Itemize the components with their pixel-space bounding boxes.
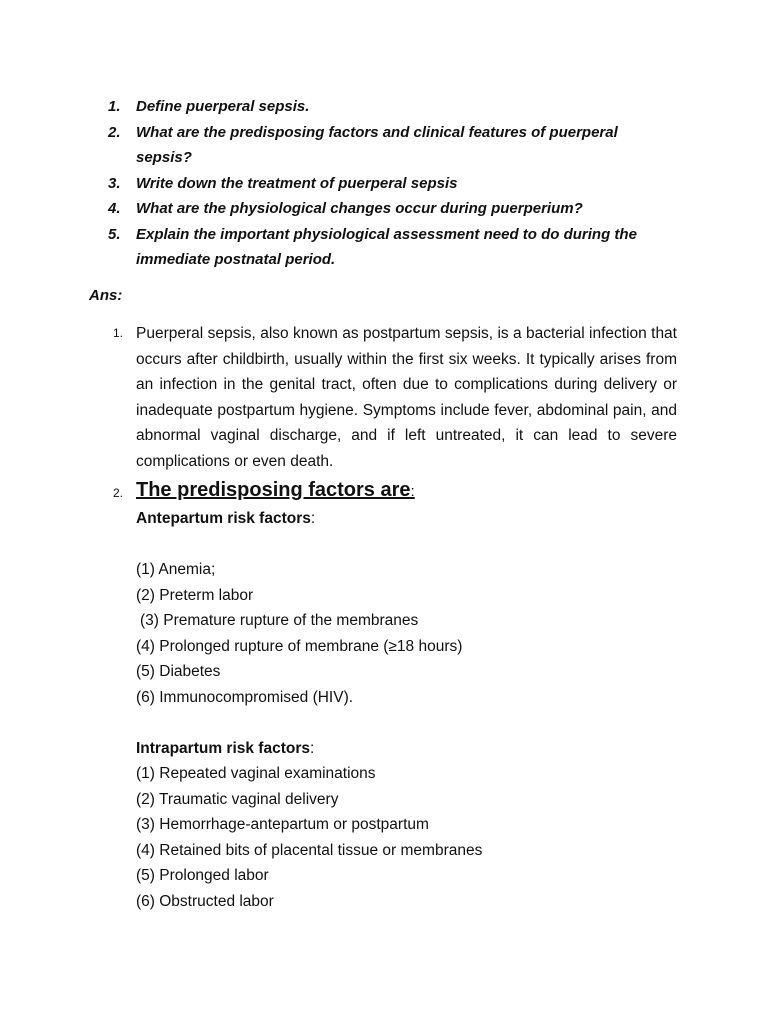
question-number: 2. xyxy=(108,123,121,141)
antepartum-item: (2) Preterm labor xyxy=(136,586,254,604)
antepartum-item: (1) Anemia; xyxy=(136,561,216,578)
intrapartum-title: Intrapartum risk factors xyxy=(136,739,310,757)
question-number: 4. xyxy=(108,200,121,217)
question-text: Explain the important physiological assessment need to do during the immediate postnatal period. xyxy=(136,225,637,268)
question-number: 5. xyxy=(108,225,121,243)
question-number: 3. xyxy=(108,174,121,192)
answer-2 xyxy=(113,476,677,914)
intrapartum-item: (3) Hemorrhage-antepartum or postpartum xyxy=(136,816,429,833)
question-number: 1. xyxy=(108,98,121,115)
question-item xyxy=(108,171,668,197)
answer-number: 2. xyxy=(113,486,124,500)
question-item xyxy=(108,196,668,222)
question-list xyxy=(108,94,668,273)
intrapartum-item: (6) Obstructed labor xyxy=(136,892,274,910)
intrapartum-item: (5) Prolonged labor xyxy=(136,867,269,884)
blank-line xyxy=(136,532,677,558)
intrapartum-subheading xyxy=(136,736,677,762)
antepartum-item: (4) Prolonged rupture of membrane (≥18 hours) xyxy=(136,637,463,655)
question-text: Write down the treatment of puerperal sepsis xyxy=(136,174,458,192)
answer-1 xyxy=(113,321,677,474)
heading-colon: : xyxy=(410,483,415,500)
antepartum-title: Antepartum risk factors xyxy=(136,510,311,527)
answer-number: 1. xyxy=(113,326,124,340)
heading-text: The predisposing factors are xyxy=(136,479,411,501)
question-item xyxy=(108,222,668,273)
intrapartum-item: (4) Retained bits of placental tissue or membranes xyxy=(136,841,483,859)
question-text: What are the physiological changes occur during puerperium? xyxy=(136,200,583,217)
antepartum-colon: : xyxy=(310,510,316,527)
antepartum-item: (5) Diabetes xyxy=(136,663,221,680)
answers-label: Ans: xyxy=(89,287,123,304)
antepartum-subheading xyxy=(136,506,677,532)
question-text: What are the predisposing factors and clinical features of puerperal sepsis? xyxy=(136,123,618,166)
question-item xyxy=(108,94,668,120)
answer-2-heading xyxy=(136,476,677,506)
intrapartum-item: (2) Traumatic vaginal delivery xyxy=(136,790,339,808)
antepartum-item: (6) Immunocompromised (HIV). xyxy=(136,688,354,706)
antepartum-item: (3) Premature rupture of the membranes xyxy=(140,612,419,629)
answer-2-body xyxy=(136,506,677,914)
intrapartum-colon: : xyxy=(310,739,315,757)
blank-line xyxy=(136,710,677,736)
answer-1-text: Puerperal sepsis, also known as postpartum sepsis, is a bacterial infection that occurs after childbirth, usually within the first six weeks. It typically arises from an infection in the genital tract, often due to complications during delivery or inadequate postpartum hygiene. Symptoms include fever, abdominal pain, and abnormal vaginal discharge, and if left untreated, it can lead to severe complications or even death. xyxy=(136,325,677,470)
question-item xyxy=(108,120,668,171)
intrapartum-item: (1) Repeated vaginal examinations xyxy=(136,765,376,782)
question-text: Define puerperal sepsis. xyxy=(136,98,310,115)
